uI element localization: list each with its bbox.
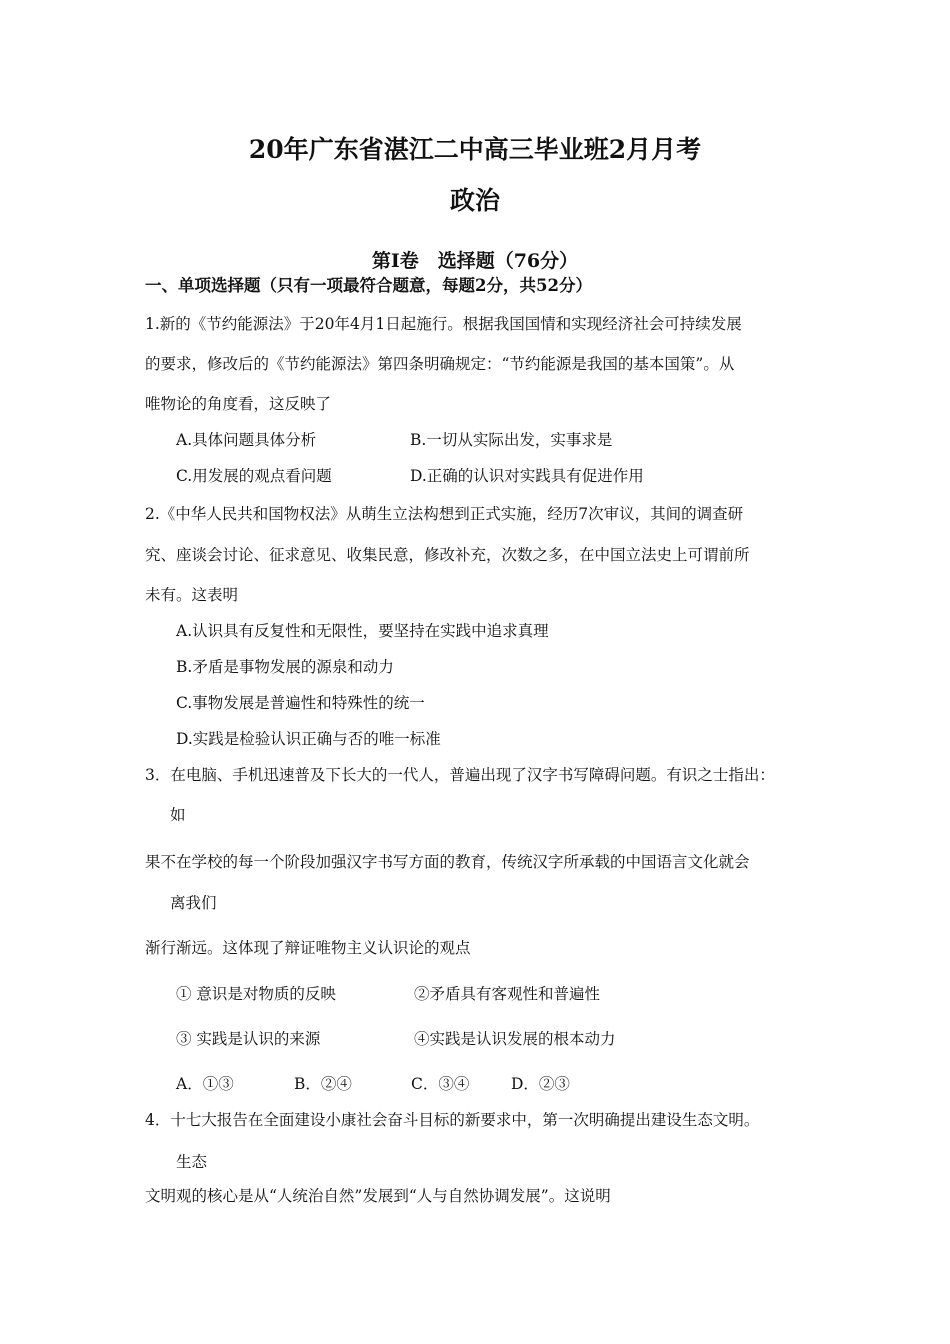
exam-title: 20年广东省湛江二中高三毕业班2月月考 bbox=[248, 135, 702, 164]
question-2-option-a: A.认识具有反复性和无限性，要坚持在实践中追求真理 bbox=[176, 622, 549, 640]
question-3-statement-3: ③ 实践是认识的来源 bbox=[176, 1030, 321, 1048]
section-title: 第Ⅰ卷 选择题（76分） bbox=[371, 250, 579, 272]
question-3-line-4: 离我们 bbox=[170, 894, 217, 912]
question-2-line-2: 究、座谈会讨论、征求意见、收集民意，修改补充，次数之多，在中国立法史上可谓前所 bbox=[145, 546, 750, 564]
question-1-option-a: A.具体问题具体分析 bbox=[176, 431, 317, 449]
part-heading: 一、单项选择题（只有一项最符合题意，每题2分，共52分） bbox=[145, 276, 592, 295]
question-3-option-d: D．②③ bbox=[511, 1075, 570, 1093]
question-1-line-2: 的要求，修改后的《节约能源法》第四条明确规定：“节约能源是我国的基本国策”。从 bbox=[145, 355, 735, 373]
question-1-line-3: 唯物论的角度看，这反映了 bbox=[145, 395, 332, 413]
question-1-line-1: 1.新的《节约能源法》于20年4月1日起施行。根据我国国情和实现经济社会可持续发展 bbox=[145, 315, 742, 333]
question-2-option-c: C.事物发展是普遍性和特殊性的统一 bbox=[176, 694, 425, 712]
question-3-line-1: 3．在电脑、手机迅速普及下长大的一代人，普遍出现了汉字书写障碍问题。有识之士指出： bbox=[145, 766, 775, 784]
question-2-line-1: 2.《中华人民共和国物权法》从萌生立法构想到正式实施，经历7次审议，其间的调查研 bbox=[145, 505, 744, 523]
question-3-statement-4: ④实践是认识发展的根本动力 bbox=[414, 1030, 616, 1048]
question-3-option-b: B．②④ bbox=[294, 1075, 352, 1093]
question-1-option-b: B.一切从实际出发，实事求是 bbox=[410, 431, 613, 449]
question-2-option-d: D.实践是检验认识正确与否的唯一标准 bbox=[176, 730, 441, 748]
question-2-line-3: 未有。这表明 bbox=[145, 586, 239, 604]
question-1-option-c: C.用发展的观点看问题 bbox=[176, 467, 332, 485]
question-4-line-2: 生态 bbox=[176, 1153, 208, 1171]
question-3-option-c: C．③④ bbox=[411, 1075, 470, 1093]
question-2-option-b: B.矛盾是事物发展的源泉和动力 bbox=[176, 658, 394, 676]
question-1-option-d: D.正确的认识对实践具有促进作用 bbox=[410, 467, 644, 485]
subject-title: 政治 bbox=[449, 186, 500, 215]
question-3-statement-2: ②矛盾具有客观性和普遍性 bbox=[414, 985, 601, 1003]
question-3-line-5: 渐行渐远。这体现了辩证唯物主义认识论的观点 bbox=[145, 939, 471, 957]
question-3-statement-1: ① 意识是对物质的反映 bbox=[176, 985, 336, 1003]
question-3-line-2: 如 bbox=[170, 806, 186, 824]
question-3-option-a: A．①③ bbox=[176, 1075, 234, 1093]
question-4-line-3: 文明观的核心是从“人统治自然”发展到“人与自然协调发展”。这说明 bbox=[145, 1187, 611, 1205]
question-3-line-3: 果不在学校的每一个阶段加强汉字书写方面的教育，传统汉字所承载的中国语言文化就会 bbox=[145, 853, 750, 871]
question-4-line-1: 4．十七大报告在全面建设小康社会奋斗目标的新要求中，第一次明确提出建设生态文明。 bbox=[145, 1111, 760, 1129]
